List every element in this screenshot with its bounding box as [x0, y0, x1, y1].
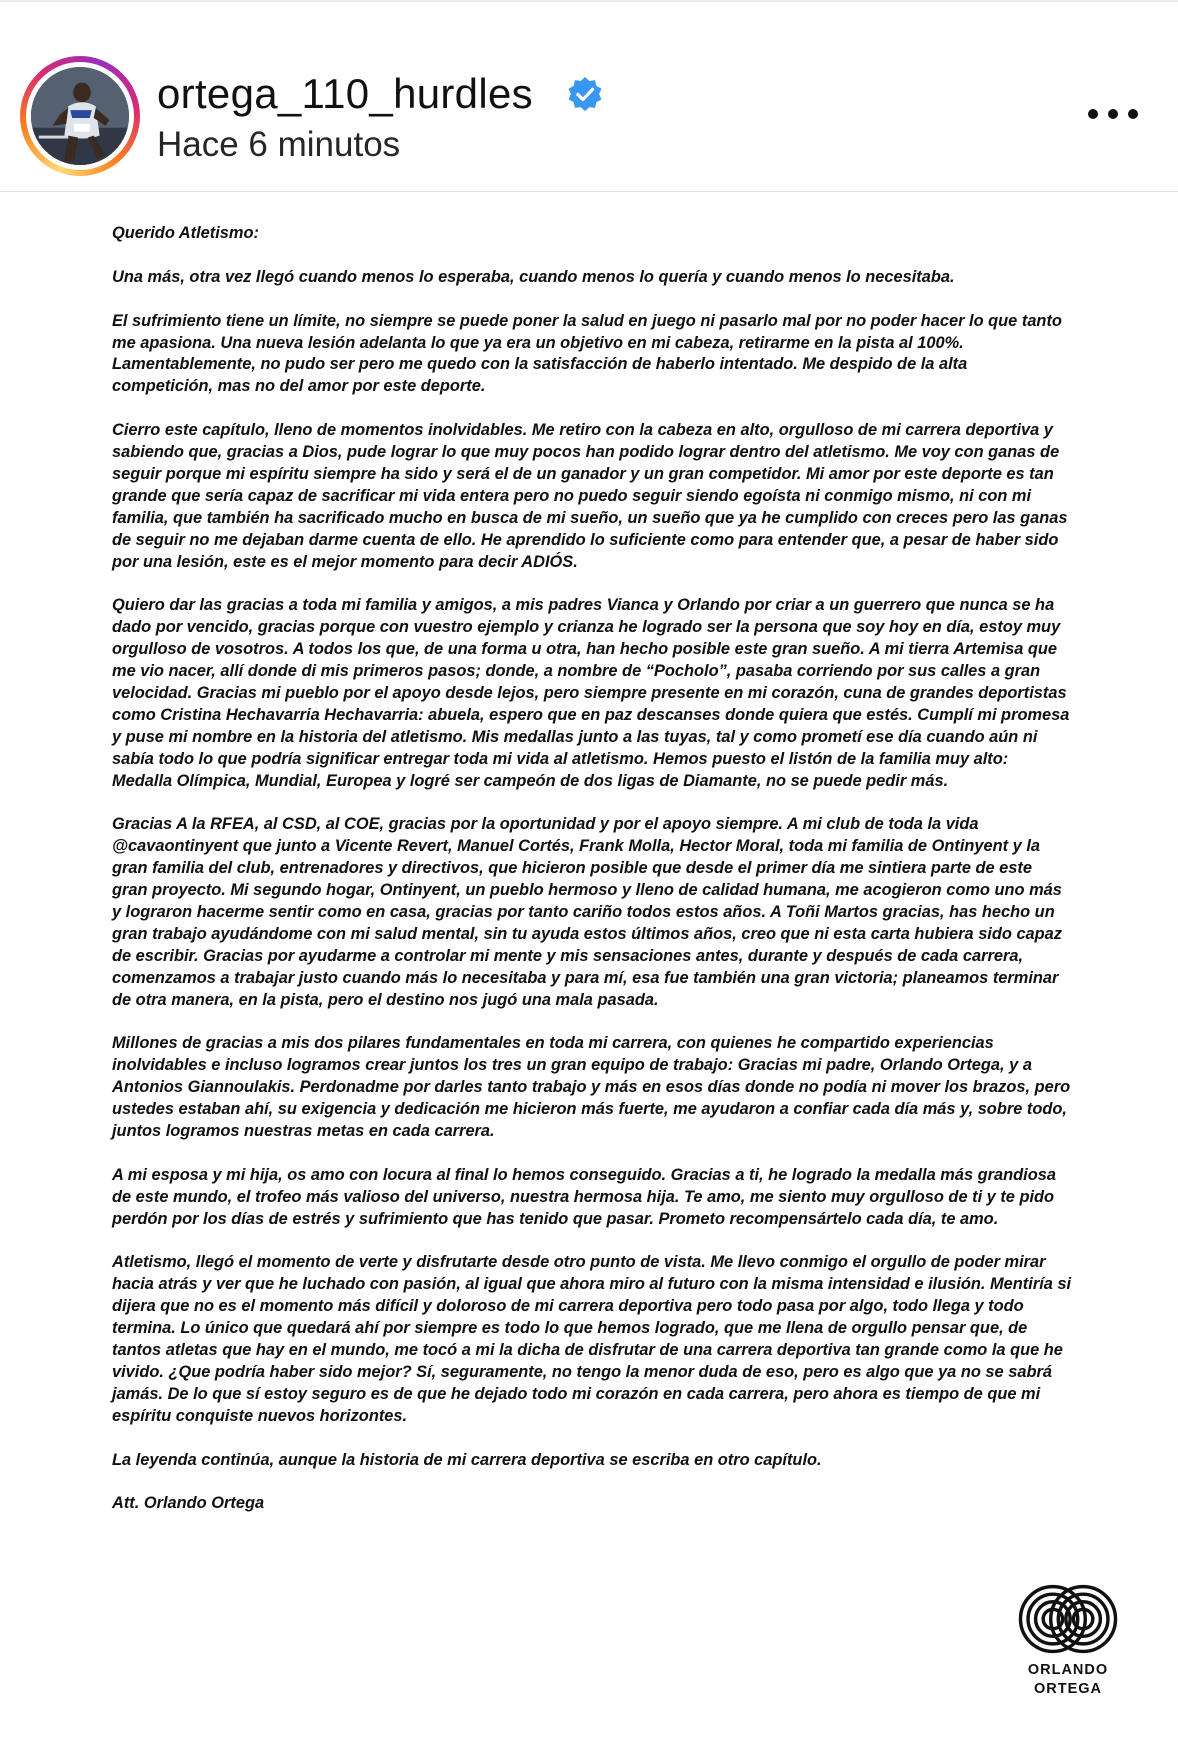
- retirement-letter: [112, 223, 1072, 1537]
- post-header: [0, 6, 1178, 192]
- letter-paragraph: Una más, otra vez llegó cuando menos lo esperaba, cuando menos lo quería y cuando menos lo necesitaba.: [112, 267, 955, 286]
- verified-badge-icon: [566, 76, 604, 114]
- letter-paragraph: Gracias A la RFEA, al CSD, al COE, gracias por la oportunidad y por el apoyo siempre. A mi club de toda la vida @cavaontinyent que junto a Vicente Revert, Manuel Cortés, Frank Molla, Hector Moral, toda mi familia de Ontinyent y la gran familia del club, entrenadores y directivos, que hicieron posible que desde el primer día me sintiera parte de este gran proyecto. Mi segundo hogar, Ontinyent, un pueblo hermoso y lleno de calidad humana, me acogieron como uno más y lograron hacerme sentir como en casa, gracias por tanto cariño todos estos años. A Toñi Martos gracias, has hecho un gran trabajo ayudándome con mi salud mental, sin tu ayuda estos últimos años, creo que ni esta carta hubiera sido capaz de escribir. Gracias por ayudarme a controlar mi mente y mis sensaciones antes, durante y después de cada carrera, comenzamos a trabajar justo cuando más lo necesitaba y para mí, esa fue también una gran victoria; planeamos terminar de otra manera, en la pista, pero el destino nos jugó una mala pasada.: [112, 815, 1062, 1009]
- story-ring[interactable]: [20, 56, 140, 176]
- avatar-frame: [26, 62, 134, 170]
- logo-line-2: ORTEGA: [1033, 1681, 1103, 1697]
- post-timestamp: Hace 6 minutos: [157, 125, 401, 164]
- letter-paragraph: Quiero dar las gracias a toda mi familia y amigos, a mis padres Vianca y Orlando por criar a un guerrero que nunca se ha dado por vencido, gracias porque con vuestro ejemplo y crianza he logrado ser la persona que soy hoy en día, estoy muy orgulloso de vosotros. A todos los que, de una forma u otra, han hecho posible este gran sueño. A mi tierra Artemisa que me vio nacer, allí donde di mis primeros pasos; donde, a nombre de “Pocholo”, pasaba corriendo por sus calles a gran velocidad. Gracias mi pueblo por el apoyo desde lejos, pero siempre presente en mi corazón, cuna de grandes deportistas como Cristina Hechavarria Hechavarria: abuela, espero que en paz descanses donde quiera que estés. Cumplí mi promesa y puse mi nombre en la historia del atletismo. Mis medallas junto a las tuyas, tal y como prometí ese día cuando aún ni sabía todo lo que podría significar entregar toda mi vida al atletismo. Hemos puesto el listón de la familia muy alto: Medalla Olímpica, Mundial, Europea y logré ser campeón de dos ligas de Diamante, no se puede pedir más.: [112, 596, 1070, 790]
- dot-icon: [1128, 109, 1138, 119]
- letter-signature: Att. Orlando Ortega: [112, 1494, 265, 1513]
- dot-icon: [1088, 109, 1098, 119]
- more-options-icon[interactable]: [1088, 106, 1140, 122]
- letter-paragraph: Millones de gracias a mis dos pilares fundamentales en toda mi carrera, con quienes he compartido experiencias inolvidables e incluso logramos crear juntos los tres un gran equipo de trabajo: Gracias mi padre, Orlando Ortega, y a Antonios Giannoulakis. Perdonadme por darles tanto trabajo y más en esos días donde no podía ni mover los brazos, pero ustedes estaban ahí, su exigencia y dedicación me hicieron más fuerte, me ayudaron a confiar cada día más y, sobre todo, juntos logramos nuestras metas en cada carrera.: [112, 1034, 1071, 1141]
- logo-wordmark: [1010, 1661, 1126, 1699]
- letter-closing: La leyenda continúa, aunque la historia de mi carrera deportiva se escriba en otro capítulo.: [112, 1450, 822, 1469]
- letter-paragraph: El sufrimiento tiene un límite, no siempre se puede poner la salud en juego ni pasarlo mal por no poder hacer lo que tanto me apasiona. Una nueva lesión adelanta lo que ya era un objetivo en mi cabeza, retirarme en la pista al 100%. Lamentablemente, no pudo ser pero me quedo con la satisfacción de haberlo intentado. Me despido de la alta competición, mas no del amor por este deporte.: [112, 311, 1062, 396]
- athlete-photo-icon: [31, 67, 129, 165]
- avatar[interactable]: [31, 67, 129, 165]
- letter-paragraph: Cierro este capítulo, lleno de momentos inolvidables. Me retiro con la cabeza en alto, orgulloso de mi carrera deportiva y sabiendo que, gracias a Dios, pude lograr lo que muy pocos han podido lograr dentro del atletismo. Me voy con ganas de seguir porque mi espíritu siempre ha sido y será el de un ganador y un gran competidor. Mi amor por este deporte es tan grande que sería capaz de sacrificar mi vida entera pero no puedo seguir siendo egoísta ni conmigo mismo, ni con mi familia, que también ha sacrificado mucho en busca de mi sueño, un sueño que ya he cumplido con creces pero las ganas de seguir no me dejaban darme cuenta de ello. He aprendido lo suficiente como para entender que, a pesar de haber sido por una lesión, este es el mejor momento para decir ADIÓS.: [112, 421, 1068, 571]
- dot-icon: [1108, 109, 1118, 119]
- letter-greeting: Querido Atletismo:: [112, 224, 259, 242]
- brand-logo: [1010, 1578, 1126, 1698]
- logo-line-1: ORLANDO: [1027, 1662, 1109, 1678]
- letter-paragraph: A mi esposa y mi hija, os amo con locura al final lo hemos conseguido. Gracias a ti, he logrado la medalla más grandiosa de este mundo, el trofeo más valioso del universo, nuestra hermosa hija. Te amo, me siento muy orgulloso de ti y te pido perdón por los días de estrés y sufrimiento que has tenido que pasar. Prometo recompensártelo cada día, te amo.: [112, 1165, 1056, 1228]
- letter-paragraph: Atletismo, llegó el momento de verte y disfrutarte desde otro punto de vista. Me llevo conmigo el orgullo de poder mirar hacia atrás y ver que he luchado con pasión, al igual que ahora miro al futuro con la misma intensidad e ilusión. Mentiría si dijera que no es el momento más difícil y doloroso de mi carrera deportiva pero todo pasa por algo, todo llega y todo termina. Lo único que quedará ahí por siempre es todo lo que hemos logrado, que me llena de orgullo pensar que, de tantos atletas que hay en el mundo, me tocó a mi la dicha de disfrutar de una carrera deportiva tan grande como la que he vivido. ¿Que podría haber sido mejor? Sí, seguramente, no tengo la menor duda de eso, pero es algo que ya no se sabrá jamás. De lo que sí estoy seguro es de que he dejado todo mi corazón en cada carrera, pero ahora es tiempo de que mi espíritu conquiste nuevos horizontes.: [112, 1253, 1072, 1425]
- username[interactable]: ortega_110_hurdles: [157, 70, 533, 117]
